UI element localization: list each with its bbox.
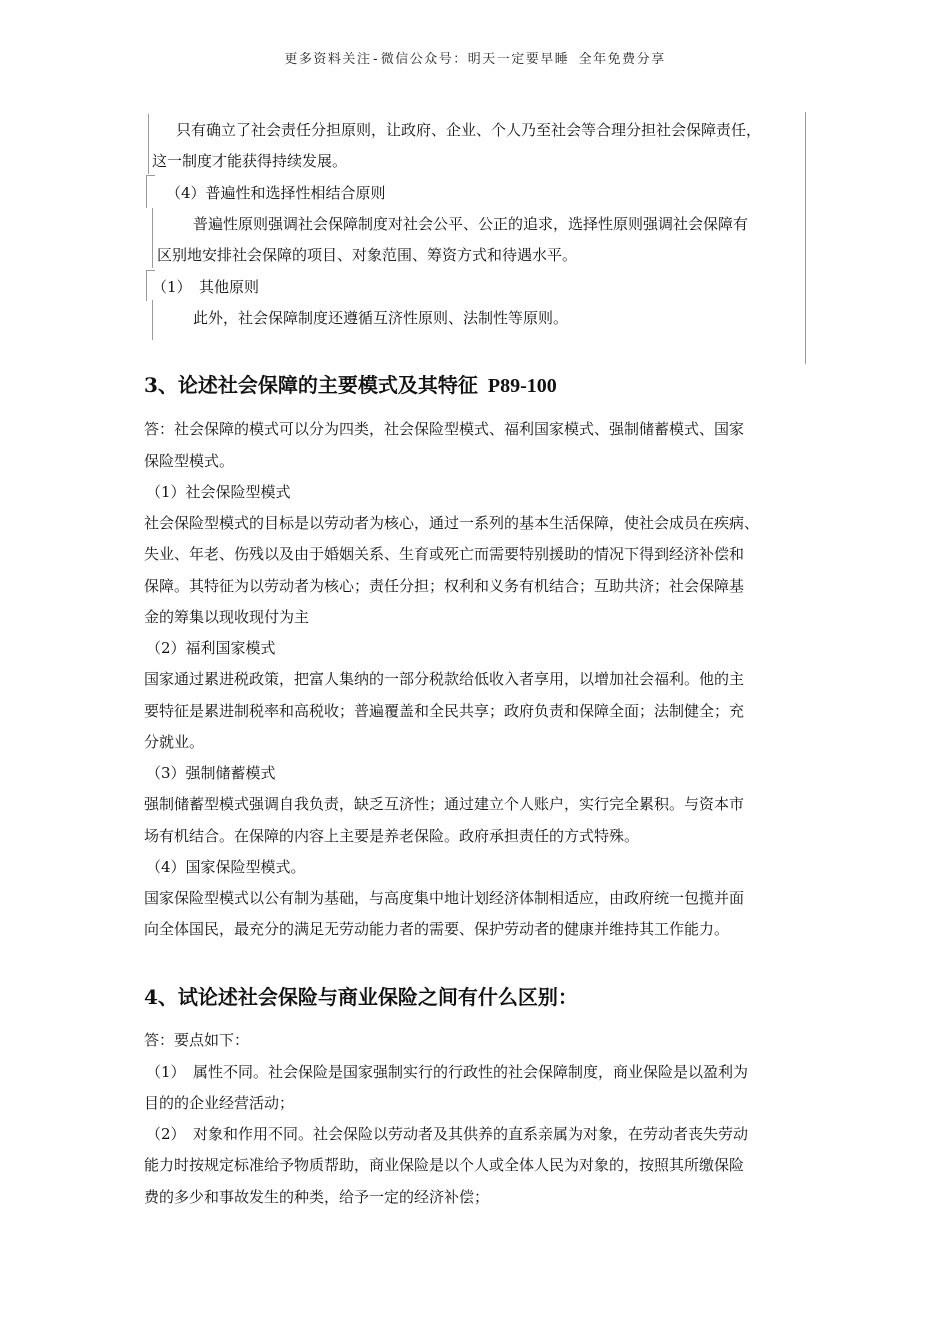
excerpt-line: 这一制度才能获得持续发展。 bbox=[152, 152, 348, 170]
section-3-line: 保险型模式。 bbox=[144, 452, 235, 470]
excerpt-bracket-left-5 bbox=[152, 300, 153, 340]
section-3-line: 失业、年老、伤残以及由于婚姻关系、生育或死亡而需要特别援助的情况下得到经济补偿和 bbox=[144, 545, 745, 563]
section-3-line: 要特征是累进制税率和高税收；普遍覆盖和全民共享；政府负责和保障全面；法制健全；充 bbox=[144, 702, 745, 720]
section-3-line: （1）社会保险型模式 bbox=[146, 483, 291, 501]
section-3-pages: P89-100 bbox=[487, 375, 557, 397]
section-3-heading bbox=[144, 373, 557, 398]
excerpt-line: 只有确立了社会责任分担原则，让政府、企业、个人乃至社会等合理分担社会保障责任， bbox=[176, 121, 762, 139]
section-3-line: 向全体国民，最充分的满足无劳动能力者的需要、保护劳动者的健康并维持其工作能力。 bbox=[144, 920, 730, 938]
section-3-line: 国家通过累进税政策，把富人集纳的一部分税款给低收入者享用，以增加社会福利。他的主 bbox=[144, 670, 745, 688]
section-4-line: 能力时按规定标准给予物质帮助，商业保险是以个人或全体人民为对象的，按照其所缴保险 bbox=[144, 1156, 745, 1174]
section-3-line: 场有机结合。在保障的内容上主要是养老保险。政府承担责任的方式特殊。 bbox=[144, 827, 640, 845]
excerpt-line: （4）普遍性和选择性相结合原则 bbox=[166, 184, 386, 202]
section-3-title: 3、论述社会保障的主要模式及其特征 bbox=[144, 373, 478, 397]
section-4-line: （2） 对象和作用不同。社会保险以劳动者及其供养的直系亲属为对象，在劳动者丧失劳动 bbox=[146, 1125, 749, 1143]
section-3-line: （2）福利国家模式 bbox=[146, 639, 276, 657]
section-3-line: 强制储蓄型模式强调自我负责，缺乏互济性；通过建立个人账户，实行完全累积。与资本市 bbox=[144, 795, 745, 813]
section-4-line: 答：要点如下： bbox=[144, 1031, 250, 1049]
section-4-line: 目的的企业经营活动； bbox=[144, 1094, 295, 1112]
excerpt-line: （1） 其他原则 bbox=[152, 278, 260, 296]
excerpt-line: 区别地安排社会保障的项目、对象范围、筹资方式和待遇水平。 bbox=[157, 246, 578, 264]
excerpt-bracket-left-1 bbox=[148, 114, 149, 174]
section-3-line: 国家保险型模式以公有制为基础，与高度集中地计划经济体制相适应，由政府统一包揽并面 bbox=[144, 889, 745, 907]
section-3-line: 分就业。 bbox=[144, 733, 205, 751]
section-3-line: （4）国家保险型模式。 bbox=[146, 858, 306, 876]
section-4-line: （1） 属性不同。社会保险是国家强制实行的行政性的社会保障制度，商业保险是以盈利为 bbox=[146, 1063, 749, 1081]
section-3-line: 保障。其特征为以劳动者为核心；责任分担；权利和义务有机结合；互助共济；社会保障基 bbox=[144, 577, 745, 595]
section-3-line: 答：社会保障的模式可以分为四类，社会保险型模式、福利国家模式、强制储蓄模式、国家 bbox=[144, 420, 745, 438]
section-4-line: 费的多少和事故发生的种类，给予一定的经济补偿； bbox=[144, 1188, 490, 1206]
excerpt-bracket-left-2 bbox=[146, 175, 155, 208]
excerpt-bracket-left-3 bbox=[152, 208, 153, 268]
section-3-line: 社会保险型模式的目标是以劳动者为核心，通过一系列的基本生活保障，使社会成员在疾病、 bbox=[144, 514, 760, 532]
excerpt-line: 此外，社会保障制度还遵循互济性原则、法制性等原则。 bbox=[193, 309, 569, 327]
section-3-line: 金的筹集以现收现付为主 bbox=[144, 608, 310, 626]
page-header: 更多资料关注-微信公众号：明天一定要早睡 全年免费分享 bbox=[284, 52, 666, 67]
section-4-heading: 4、试论述社会保险与商业保险之间有什么区别： bbox=[144, 985, 578, 1009]
excerpt-bracket-right bbox=[805, 112, 806, 364]
excerpt-line: 普遍性原则强调社会保障制度对社会公平、公正的追求，选择性原则强调社会保障有 bbox=[193, 215, 749, 233]
section-3-line: （3）强制储蓄模式 bbox=[146, 764, 276, 782]
